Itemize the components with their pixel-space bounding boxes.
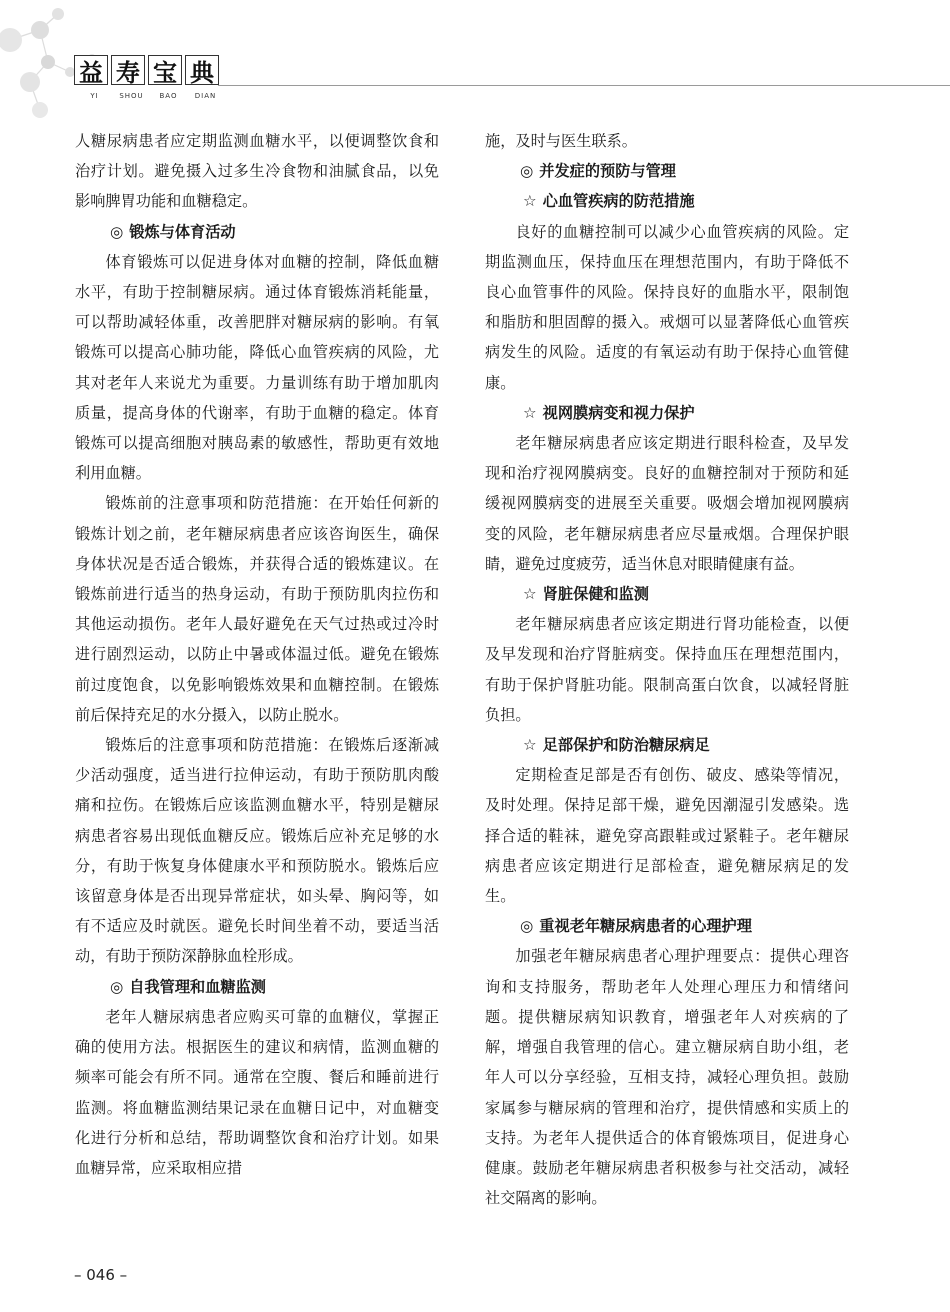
logo-char: 宝 — [148, 55, 182, 85]
subsection-heading: ☆ 足部保护和防治糖尿病足 — [523, 736, 710, 755]
logo-pinyin-syllable: BAO — [159, 92, 178, 100]
subsection-heading: ☆ 肾脏保健和监测 — [523, 585, 649, 604]
star-icon: ☆ — [523, 585, 537, 604]
section-mark-icon: ◎ — [520, 917, 534, 936]
logo-pinyin — [76, 92, 224, 100]
left-column — [75, 126, 439, 1183]
logo-char: 寿 — [111, 55, 145, 85]
section-heading: ◎ 重视老年糖尿病患者的心理护理 — [520, 917, 752, 936]
section-mark-icon: ◎ — [110, 222, 124, 241]
subsection-heading: ☆ 视网膜病变和视力保护 — [523, 403, 695, 422]
paragraph: 加强老年糖尿病患者心理护理要点：提供心理咨询和支持服务，帮助老年人处理心理压力和情绪问题。提供糖尿病知识教育，增强老年人对疾病的了解，增强自我管理的信心。建立糖尿病自助小组，老年人可以分享经验，互相支持，减轻心理负担。鼓励家属参与糖尿病的管理和治疗，提供情感和实质上的支持。为老年人提供适合的体育锻炼项目，促进身心健康。鼓励老年糖尿病患者积极参与社交活动，减轻社交隔离的影响。 — [485, 947, 849, 1208]
paragraph: 锻炼前的注意事项和防范措施：在开始任何新的锻炼计划之前，老年糖尿病患者应该咨询医生，确保身体状况是否适合锻炼，并获得合适的锻炼建议。在锻炼前进行适当的热身运动，有助于预防肌肉拉伤和其他运动损伤。老年人最好避免在天气过热或过冷时进行剧烈运动，以防止中暑或体温过低。避免在锻炼前过度饱食，以免影响锻炼效果和血糖控制。在锻炼前后保持充足的水分摄入，以防止脱水。 — [75, 494, 439, 724]
logo-char: 益 — [74, 55, 108, 85]
section-heading: ◎ 锻炼与体育活动 — [110, 222, 236, 241]
subsection-heading: ☆ 心血管疾病的防范措施 — [523, 192, 695, 211]
paragraph: 良好的血糖控制可以减少心血管疾病的风险。定期监测血压，保持血压在理想范围内，有助于降低不良心血管事件的风险。保持良好的血脂水平，限制饱和脂肪和胆固醇的摄入。戒烟可以显著降低心血管疾病发生的风险。适度的有氧运动有助于保持心血管健康。 — [485, 222, 849, 392]
paragraph: 老年人糖尿病患者应购买可靠的血糖仪，掌握正确的使用方法。根据医生的建议和病情，监测血糖的频率可能会有所不同。通常在空腹、餐后和睡前进行监测。将血糖监测结果记录在血糖日记中，对血糖变化进行分析和总结，帮助调整饮食和治疗计划。如果血糖异常，应采取相应措 — [75, 1007, 439, 1177]
paragraph: 体育锻炼可以促进身体对血糖的控制，降低血糖水平，有助于控制糖尿病。通过体育锻炼消耗能量，可以帮助减轻体重，改善肥胖对糖尿病的影响。有氧锻炼可以提高心肺功能，降低心血管疾病的风险，尤其对老年人来说尤为重要。力量训练有助于增加肌肉质量，提高身体的代谢率，有助于血糖的稳定。体育锻炼可以提高细胞对胰岛素的敏感性，帮助更有效地利用血糖。 — [75, 252, 439, 483]
paragraph: 人糖尿病患者应定期监测血糖水平，以便调整饮食和治疗计划。避免摄入过多生冷食物和油腻食品，以免影响脾胃功能和血糖稳定。 — [75, 132, 439, 211]
section-heading: ◎ 自我管理和血糖监测 — [110, 977, 266, 996]
logo-pinyin-syllable: SHOU — [119, 92, 144, 100]
paragraph: 定期检查足部是否有创伤、破皮、感染等情况，及时处理。保持足部干燥，避免因潮湿引发感染。选择合适的鞋袜，避免穿高跟鞋或过紧鞋子。老年糖尿病患者应该定期进行足部检查，避免糖尿病足的发生。 — [485, 766, 849, 906]
star-icon: ☆ — [523, 192, 537, 211]
paragraph: 老年糖尿病患者应该定期进行眼科检查，及早发现和治疗视网膜病变。良好的血糖控制对于预防和延缓视网膜病变的进展至关重要。吸烟会增加视网膜病变的风险，老年糖尿病患者应尽量戒烟。合理保护眼睛，避免过度疲劳，适当休息对眼睛健康有益。 — [485, 434, 849, 573]
logo-pinyin-syllable: DIAN — [194, 92, 217, 100]
section-mark-icon: ◎ — [110, 977, 124, 996]
section-heading: ◎ 并发症的预防与管理 — [520, 162, 676, 181]
logo-pinyin-syllable: YI — [90, 92, 99, 100]
star-icon: ☆ — [523, 736, 537, 755]
right-column — [485, 126, 849, 1213]
section-mark-icon: ◎ — [520, 162, 534, 181]
publication-logo — [74, 55, 219, 85]
paragraph: 施，及时与医生联系。 — [485, 132, 637, 150]
paragraph: 老年糖尿病患者应该定期进行肾功能检查，以便及早发现和治疗肾脏病变。保持血压在理想范围内，有助于保护肾脏功能。限制高蛋白饮食，以减轻肾脏负担。 — [485, 615, 849, 724]
star-icon: ☆ — [523, 403, 537, 422]
page-number: – 046 – — [74, 1266, 128, 1284]
header-rule — [218, 85, 950, 86]
logo-char: 典 — [185, 55, 219, 85]
paragraph: 锻炼后的注意事项和防范措施：在锻炼后逐渐减少活动强度，适当进行拉伸运动，有助于预防肌肉酸痛和拉伤。在锻炼后应该监测血糖水平，特别是糖尿病患者容易出现低血糖反应。锻炼后应补充足够的水分，有助于恢复身体健康水平和预防脱水。锻炼后应该留意身体是否出现异常症状，如头晕、胸闷等，如有不适应及时就医。避免长时间坐着不动，要适当活动，有助于预防深静脉血栓形成。 — [75, 736, 439, 966]
